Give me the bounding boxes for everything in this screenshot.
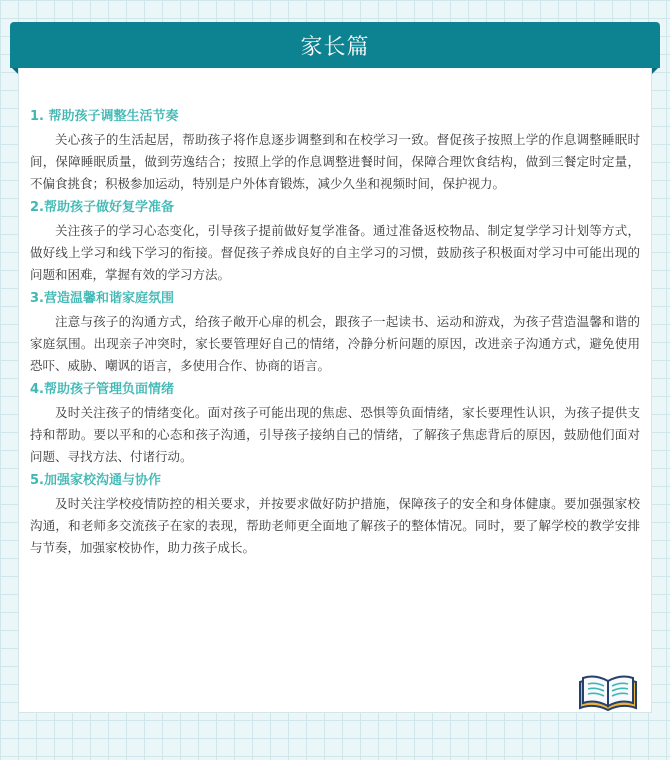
section-title: 3.营造温馨和谐家庭氛围 — [30, 291, 174, 306]
section-body: 及时关注孩子的情绪变化。面对孩子可能出现的焦虑、恐惧等负面情绪，家长要理性认识，为孩子提供支持和帮助。要以平和的心态和孩子沟通，引导孩子接纳自己的情绪，了解孩子焦虑背后的原因，鼓励他们面对问题、寻找方法、付诸行动。 — [30, 405, 640, 464]
section-body: 注意与孩子的沟通方式，给孩子敞开心扉的机会，跟孩子一起读书、运动和游戏，为孩子营造温馨和谐的家庭氛围。出现亲子冲突时，家长要管理好自己的情绪，冷静分析问题的原因，改进亲子沟通方式，避免使用恐吓、威胁、嘲讽的语言，多使用合作、协商的语言。 — [30, 314, 640, 373]
section-title: 2.帮助孩子做好复学准备 — [30, 200, 174, 215]
section-title: 5.加强家校沟通与协作 — [30, 473, 161, 488]
section-family-atmosphere — [30, 288, 640, 377]
section-body: 关心孩子的生活起居，帮助孩子将作息逐步调整到和在校学习一致。督促孩子按照上学的作息调整睡眠时间，保障睡眠质量，做到劳逸结合；按照上学的作息调整进餐时间，保障合理饮食结构，做到三餐定时定量，不偏食挑食；积极参加运动，特别是户外体育锻炼，减少久坐和视频时间，保护视力。 — [30, 132, 640, 191]
page-title: 家长篇 — [300, 34, 370, 60]
section-emotion-management — [30, 379, 640, 468]
open-book-icon — [576, 670, 640, 714]
section-body: 及时关注学校疫情防控的相关要求，并按要求做好防护措施，保障孩子的安全和身体健康。要加强强家校沟通，和老师多交流孩子在家的表现，帮助老师更全面地了解孩子的整体情况。同时，要了解学校的教学安排与节奏，加强家校协作，助力孩子成长。 — [30, 496, 640, 555]
section-home-school — [30, 470, 640, 559]
header-banner — [10, 22, 660, 68]
section-sleep-routine — [30, 106, 640, 195]
section-school-prep — [30, 197, 640, 286]
section-title: 4.帮助孩子管理负面情绪 — [30, 382, 174, 397]
section-title: 1. 帮助孩子调整生活节奏 — [30, 109, 179, 124]
article-content — [30, 106, 640, 561]
section-body: 关注孩子的学习心态变化，引导孩子提前做好复学准备。通过准备返校物品、制定复学学习计划等方式，做好线上学习和线下学习的衔接。督促孩子养成良好的自主学习的习惯，鼓励孩子积极面对学习中可能出现的问题和困难，掌握有效的学习方法。 — [30, 223, 640, 282]
